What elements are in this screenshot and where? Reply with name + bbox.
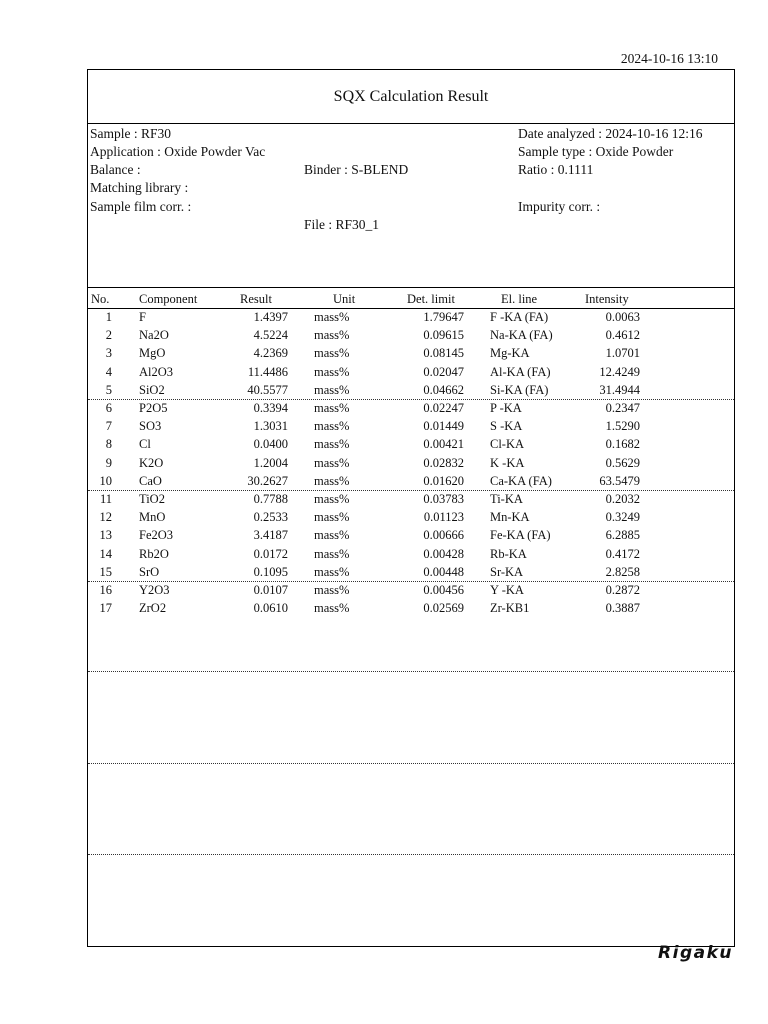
cell-unit: mass% [314,583,350,597]
cell-result: 30.2627 [247,473,288,488]
cell-el-line: Mn-KA [490,510,530,525]
cell-no: 4 [105,364,112,379]
cell-intensity: 12.4249 [599,364,640,379]
cell-el-line: K -KA [490,455,525,470]
table-row [88,382,734,400]
cell-intensity: 0.0063 [605,310,640,324]
cell-component: Al2O3 [139,364,174,379]
cell-no: 17 [99,601,112,616]
table-header [88,288,734,309]
cell-no: 13 [99,528,112,543]
cell-unit: mass% [314,346,350,361]
file-label: File : RF30_1 [304,217,380,232]
cell-det-limit: 0.02247 [423,401,464,415]
cell-component: ZrO2 [139,601,167,616]
cell-component: Y2O3 [139,583,170,597]
cell-component: MgO [139,346,166,361]
cell-el-line: Na-KA (FA) [490,328,553,343]
cell-det-limit: 0.03783 [423,492,464,506]
cell-el-line: Si-KA (FA) [490,382,549,397]
cell-result: 11.4486 [247,364,288,379]
table-row [88,564,734,582]
cell-det-limit: 0.02832 [423,455,464,470]
sample-label: Sample : RF30 [90,126,172,141]
table-row [88,455,734,473]
cell-unit: mass% [314,492,350,506]
table-row [88,309,734,327]
cell-intensity: 1.0701 [605,346,640,361]
cell-component: MnO [139,510,166,525]
cell-result: 0.3394 [253,401,288,415]
cell-no: 10 [99,473,112,488]
cell-component: K2O [139,455,164,470]
cell-no: 2 [105,328,112,343]
sample-type-label: Sample type : Oxide Powder [518,144,674,159]
ratio-label: Ratio : 0.1111 [518,162,594,177]
cell-component: Rb2O [139,546,169,561]
rigaku-logo: Rigaku [658,943,733,963]
header-result: Result [240,292,272,306]
table-row [88,473,734,491]
cell-unit: mass% [314,401,350,415]
header-det-limit: Det. limit [407,292,455,306]
cell-el-line: Zr-KB1 [490,601,530,616]
cell-unit: mass% [314,546,350,561]
table-row [88,491,734,509]
cell-component: Fe2O3 [139,528,174,543]
cell-result: 0.0400 [253,437,288,452]
cell-unit: mass% [314,419,350,434]
cell-no: 12 [99,510,112,525]
cell-el-line: Ca-KA (FA) [490,473,552,488]
report-frame [87,69,735,947]
cell-det-limit: 0.00456 [423,583,464,597]
cell-result: 1.2004 [253,455,288,470]
cell-el-line: Mg-KA [490,346,530,361]
header-unit: Unit [333,292,356,306]
cell-intensity: 0.4612 [605,328,640,343]
empty-row-separator [88,854,734,855]
cell-result: 4.5224 [253,328,288,343]
cell-el-line: Ti-KA [490,492,523,506]
cell-component: TiO2 [139,492,165,506]
cell-unit: mass% [314,437,350,452]
cell-no: 5 [105,382,112,397]
table-row [88,364,734,382]
cell-no: 1 [105,310,112,324]
cell-result: 0.0610 [253,601,288,616]
cell-unit: mass% [314,364,350,379]
cell-result: 0.1095 [253,564,288,579]
cell-intensity: 1.5290 [605,419,640,434]
cell-intensity: 2.8258 [605,564,640,579]
header-no: No. [91,292,110,306]
cell-result: 3.4187 [253,528,288,543]
cell-el-line: Rb-KA [490,546,527,561]
cell-component: SrO [139,564,160,579]
cell-intensity: 0.2032 [605,492,640,506]
table-row [88,509,734,527]
cell-intensity: 0.3887 [605,601,640,616]
cell-det-limit: 1.79647 [423,310,464,324]
impurity-corr-label: Impurity corr. : [518,199,601,214]
cell-result: 40.5577 [247,382,288,397]
sample-info [88,124,734,288]
cell-no: 9 [105,455,112,470]
cell-intensity: 0.2872 [605,583,640,597]
table-row [88,418,734,436]
binder-label: Binder : S-BLEND [304,162,409,177]
cell-intensity: 63.5479 [599,473,640,488]
table-row [88,436,734,454]
cell-result: 0.0107 [253,583,288,597]
cell-result: 1.4397 [253,310,288,324]
cell-component: SO3 [139,419,162,434]
empty-row-separator [88,671,734,672]
table-row [88,527,734,545]
cell-det-limit: 0.04662 [423,382,464,397]
report-title: SQX Calculation Result [333,88,489,105]
table-row [88,327,734,345]
cell-no: 8 [105,437,112,452]
cell-no: 6 [105,401,112,415]
cell-unit: mass% [314,528,350,543]
table-row [88,582,734,600]
cell-unit: mass% [314,328,350,343]
table-row [88,546,734,564]
cell-intensity: 0.2347 [605,401,640,415]
cell-unit: mass% [314,473,350,488]
cell-component: P2O5 [139,401,168,415]
cell-det-limit: 0.00666 [423,528,464,543]
cell-det-limit: 0.09615 [423,328,464,343]
cell-component: SiO2 [139,382,165,397]
cell-result: 4.2369 [253,346,288,361]
cell-no: 16 [99,583,112,597]
empty-row-separator [88,763,734,764]
cell-no: 15 [99,564,112,579]
cell-intensity: 6.2885 [605,528,640,543]
matching-library-label: Matching library : [90,180,189,195]
cell-result: 0.2533 [253,510,288,525]
table-row [88,600,734,618]
cell-no: 3 [105,346,112,361]
cell-el-line: S -KA [490,419,523,434]
cell-component: F [139,310,146,324]
title-area [88,70,734,124]
cell-unit: mass% [314,601,350,616]
header-intensity: Intensity [585,292,629,306]
cell-component: Cl [139,437,151,452]
cell-intensity: 31.4944 [599,382,640,397]
cell-no: 11 [99,492,112,506]
cell-no: 7 [105,419,112,434]
cell-unit: mass% [314,455,350,470]
cell-det-limit: 0.00428 [423,546,464,561]
balance-label: Balance : [90,162,141,177]
cell-result: 1.3031 [253,419,288,434]
cell-det-limit: 0.02047 [423,364,464,379]
cell-el-line: F -KA (FA) [490,310,549,324]
cell-el-line: Fe-KA (FA) [490,528,551,543]
cell-det-limit: 0.00448 [423,564,464,579]
cell-det-limit: 0.00421 [423,437,464,452]
cell-unit: mass% [314,382,350,397]
date-analyzed-label: Date analyzed : 2024-10-16 12:16 [518,126,703,141]
cell-el-line: Sr-KA [490,564,524,579]
cell-el-line: Al-KA (FA) [490,364,551,379]
table-row [88,400,734,418]
cell-component: Na2O [139,328,169,343]
cell-intensity: 0.4172 [605,546,640,561]
cell-result: 0.7788 [253,492,288,506]
cell-result: 0.0172 [253,546,288,561]
sample-film-corr-label: Sample film corr. : [90,199,192,214]
header-el-line: El. line [501,292,538,306]
cell-el-line: Cl-KA [490,437,525,452]
cell-component: CaO [139,473,162,488]
cell-det-limit: 0.02569 [423,601,464,616]
cell-intensity: 0.3249 [605,510,640,525]
report-timestamp: 2024-10-16 13:10 [620,51,718,66]
cell-no: 14 [99,546,112,561]
cell-intensity: 0.1682 [605,437,640,452]
cell-unit: mass% [314,564,350,579]
header-component: Component [139,292,198,306]
cell-det-limit: 0.08145 [423,346,464,361]
cell-el-line: P -KA [490,401,522,415]
table-row [88,345,734,363]
cell-el-line: Y -KA [490,583,524,597]
cell-det-limit: 0.01449 [423,419,464,434]
cell-intensity: 0.5629 [605,455,640,470]
cell-det-limit: 0.01123 [423,510,464,525]
application-label: Application : Oxide Powder Vac [90,144,266,159]
cell-unit: mass% [314,510,350,525]
cell-unit: mass% [314,310,350,324]
cell-det-limit: 0.01620 [423,473,464,488]
